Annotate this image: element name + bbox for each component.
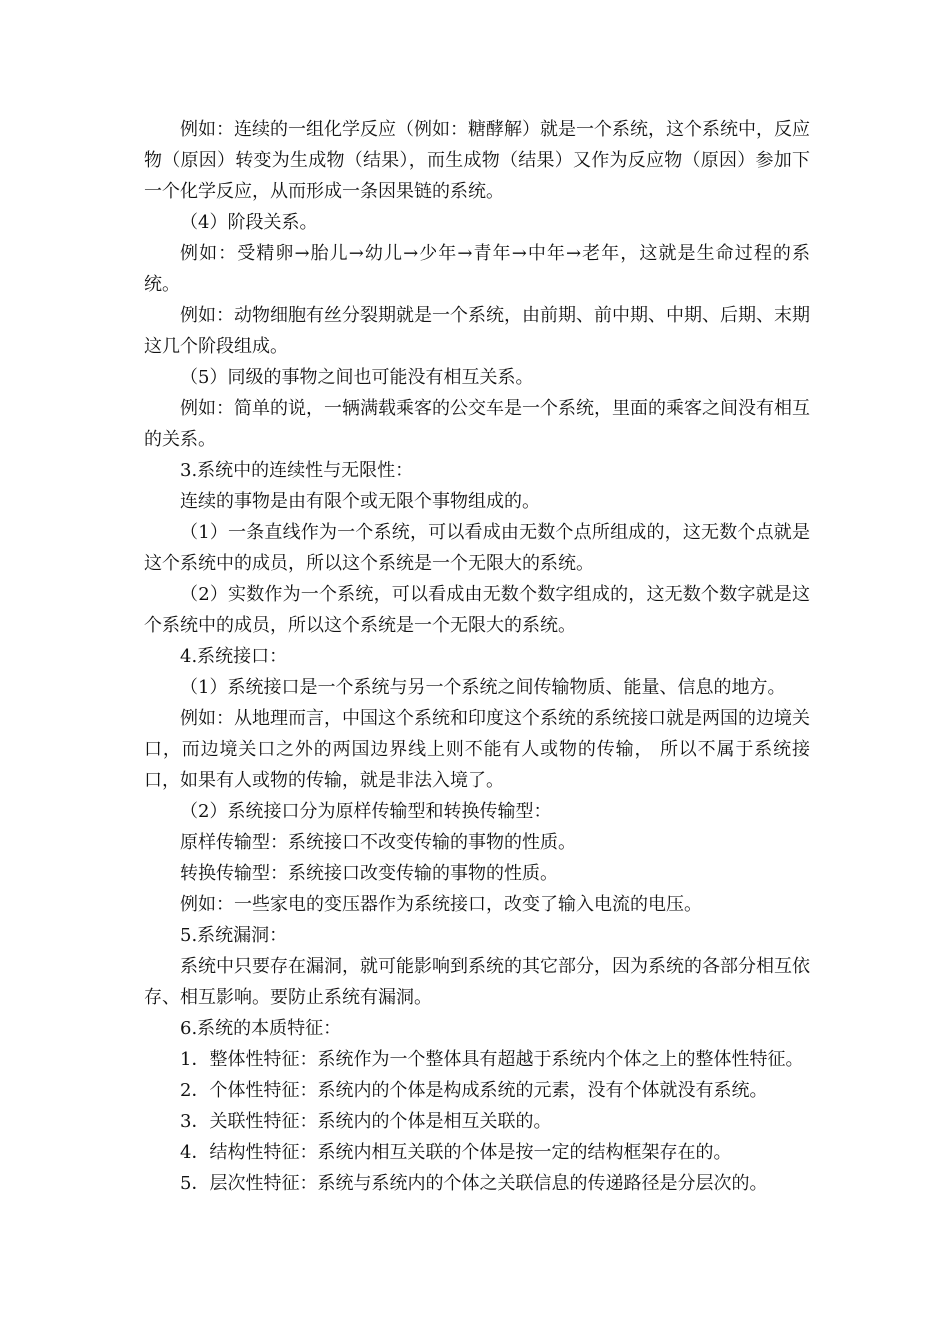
section-heading: 4.系统接口： (180, 646, 288, 667)
paragraph: 例如：连续的一组化学反应（例如：糖酵解）就是一个系统，这个系统中，反应物（原因）转变为生成物（结果），而生成物（结果）又作为反应物（原因）参加下一个化学反应，从而形成一条因果链的系统。 (144, 119, 810, 202)
section-heading: 6.系统的本质特征： (180, 1018, 342, 1039)
list-item: 2．个体性特征：系统内的个体是构成系统的元素，没有个体就没有系统。 (180, 1080, 768, 1101)
paragraph: （1）系统接口是一个系统与另一个系统之间传输物质、能量、信息的地方。 (180, 677, 786, 698)
section-heading: 3.系统中的连续性与无限性： (180, 460, 414, 481)
document-body (144, 114, 810, 1199)
paragraph: 原样传输型：系统接口不改变传输的事物的性质。 (180, 832, 576, 853)
paragraph: 例如：动物细胞有丝分裂期就是一个系统，由前期、前中期、中期、后期、末期这几个阶段组成。 (144, 305, 810, 357)
paragraph: （5）同级的事物之间也可能没有相互关系。 (180, 367, 534, 388)
paragraph: （2）实数作为一个系统，可以看成由无数个数字组成的，这无数个数字就是这个系统中的成员，所以这个系统是一个无限大的系统。 (144, 584, 810, 636)
paragraph: （4）阶段关系。 (180, 212, 318, 233)
paragraph: （2）系统接口分为原样传输型和转换传输型： (180, 801, 552, 822)
paragraph: 例如：受精卵→胎儿→幼儿→少年→青年→中年→老年，这就是生命过程的系统。 (144, 243, 810, 295)
paragraph: （1）一条直线作为一个系统，可以看成由无数个点所组成的，这无数个点就是这个系统中的成员，所以这个系统是一个无限大的系统。 (144, 522, 810, 574)
paragraph: 连续的事物是由有限个或无限个事物组成的。 (180, 491, 540, 512)
list-item: 1．整体性特征：系统作为一个整体具有超越于系统内个体之上的整体性特征。 (180, 1049, 804, 1070)
list-item: 4．结构性特征：系统内相互关联的个体是按一定的结构框架存在的。 (180, 1142, 732, 1163)
list-item: 5．层次性特征：系统与系统内的个体之关联信息的传递路径是分层次的。 (180, 1173, 768, 1194)
section-heading: 5.系统漏洞： (180, 925, 288, 946)
paragraph: 转换传输型：系统接口改变传输的事物的性质。 (180, 863, 558, 884)
paragraph: 例如：从地理而言，中国这个系统和印度这个系统的系统接口就是两国的边境关口，而边境关口之外的两国边界线上则不能有人或物的传输， 所以不属于系统接口，如果有人或物的传输，就是非法入境了。 (144, 708, 810, 791)
paragraph: 例如：一些家电的变压器作为系统接口，改变了输入电流的电压。 (180, 894, 702, 915)
paragraph: 系统中只要存在漏洞，就可能影响到系统的其它部分，因为系统的各部分相互依存、相互影响。要防止系统有漏洞。 (144, 956, 810, 1008)
paragraph: 例如：简单的说，一辆满载乘客的公交车是一个系统，里面的乘客之间没有相互的关系。 (144, 398, 810, 450)
list-item: 3．关联性特征：系统内的个体是相互关联的。 (180, 1111, 552, 1132)
